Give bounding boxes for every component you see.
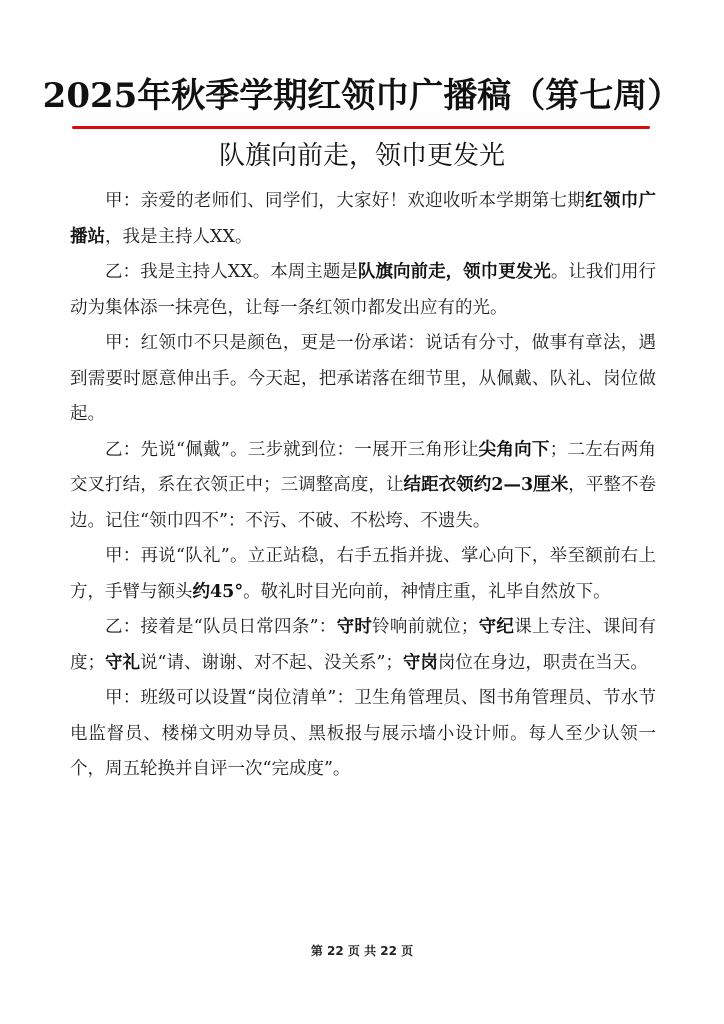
broadcast-paragraph	[70, 433, 656, 540]
paragraph-text: 乙：我是主持人XX。本周主题是	[105, 262, 358, 282]
paragraph-text: ；二左右两角交叉打结，系在衣领正中；三调整高度，让	[70, 439, 656, 495]
emphasis-text: 守纪	[478, 617, 515, 637]
paragraph-text: 。让我们用行动为集体添一抹亮色，让每一条红领巾都发出应有的光。	[70, 262, 657, 318]
broadcast-paragraph	[70, 184, 656, 255]
broadcast-paragraph	[70, 326, 656, 433]
paragraph-text: 乙：先说“佩戴”。三步就到位：一展开三角形让	[105, 439, 479, 460]
paragraph-text: 铃响前就位；	[372, 617, 479, 637]
emphasis-text: 红领巾广播站	[70, 191, 657, 247]
paragraph-text: 乙：接着是“队员日常四条”：	[105, 617, 337, 637]
paragraph-text: ，我是主持人XX。	[105, 226, 253, 247]
broadcast-body	[70, 184, 656, 788]
paragraph-text: 岗位在身边，职责在当天。	[437, 652, 648, 673]
paragraph-text: 甲：亲爱的老师们、同学们，大家好！欢迎收听本学期第七期	[105, 191, 586, 211]
emphasis-text: 守时	[336, 617, 373, 637]
emphasis-text: 结距衣领约2—3厘米	[403, 475, 569, 495]
paragraph-text: 甲：班级可以设置“岗位清单”：卫生角管理员、图书角管理员、节水节电监督员、楼梯文明劝导员、黑板报与展示墙小设计师。每人至少认领一个，周五轮换并自评一次“完成度”。	[70, 688, 656, 779]
title-divider	[72, 126, 650, 129]
page-subtitle: 队旗向前走，领巾更发光	[218, 141, 505, 171]
paragraph-text: ，平整不卷边。记住“领巾四不”：不污、不破、不松垮、不遗失。	[70, 475, 657, 531]
broadcast-paragraph	[70, 539, 656, 610]
emphasis-text: 尖角向下	[478, 439, 550, 460]
paragraph-text: 。敬礼时目光向前，神情庄重，礼毕自然放下。	[243, 581, 611, 602]
broadcast-paragraph	[70, 681, 656, 788]
emphasis-text: 队旗向前走，领巾更发光	[357, 262, 551, 282]
broadcast-paragraph	[70, 610, 656, 681]
page-footer: 第 22 页 共 22 页	[310, 944, 414, 958]
emphasis-text: 约45°	[192, 581, 244, 602]
emphasis-text: 守岗	[402, 652, 438, 673]
broadcast-paragraph	[70, 255, 656, 326]
emphasis-text: 守礼	[105, 652, 140, 673]
paragraph-text: 甲：红领巾不只是颜色，更是一份承诺：说话有分寸，做事有章法，遇到需要时愿意伸出手。今天起，把承诺落在细节里，从佩戴、队礼、岗位做起。	[70, 333, 656, 424]
paragraph-text: 甲：再说“队礼”。立正站稳，右手五指并拢、掌心向下，举至额前右上方，手臂与额头	[70, 546, 656, 602]
paragraph-text: 课上专注、课间有度；	[70, 617, 657, 673]
paragraph-text: 说“请、谢谢、对不起、没关系”；	[140, 652, 403, 673]
page-title: 2025年秋季学期红领巾广播稿（第七周）	[42, 76, 682, 116]
